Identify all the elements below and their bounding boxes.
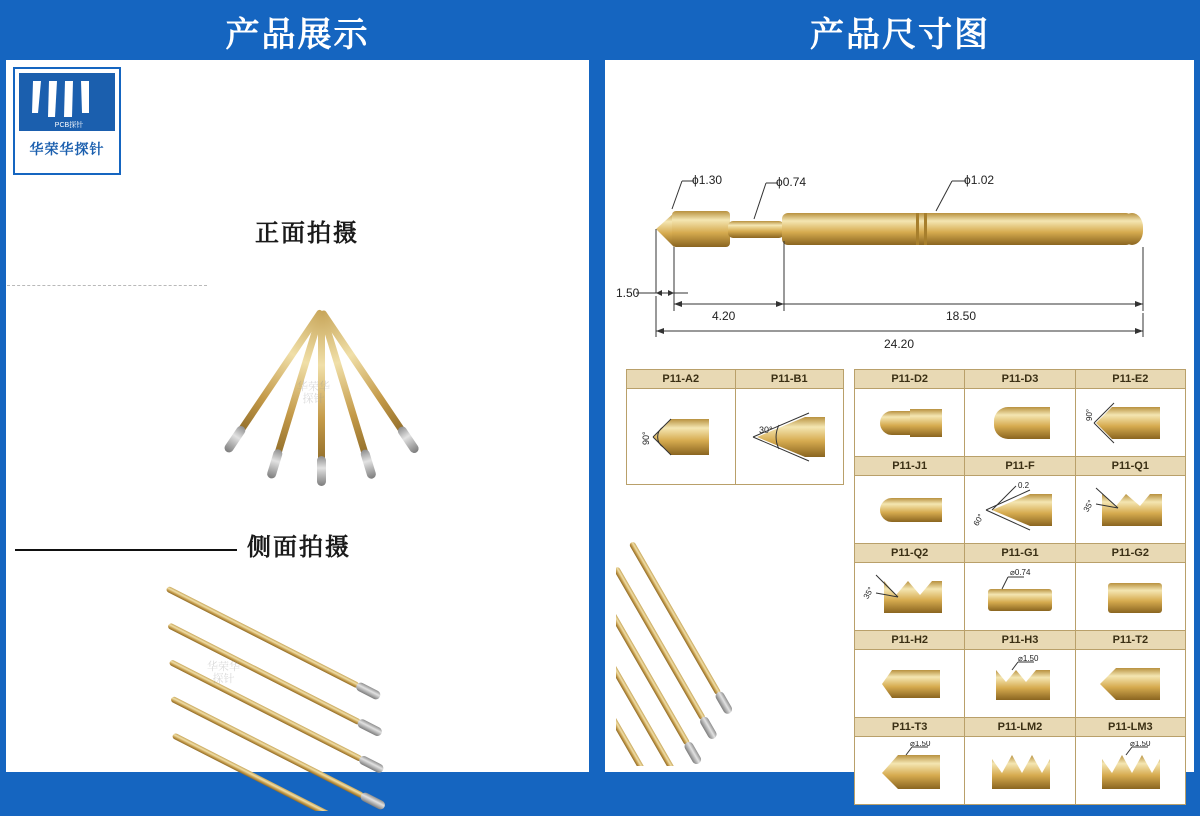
page-title-right: 产品尺寸图 <box>810 15 990 54</box>
table-row <box>855 718 1186 737</box>
logo-mark-icon <box>19 73 115 131</box>
dim-length-tip: 1.50 <box>616 286 640 300</box>
svg-text:PCB探针: PCB探针 <box>54 122 84 129</box>
dim-diameter-3: ϕ1.02 <box>964 173 995 187</box>
tip-name-t3: P11-T3 <box>855 718 965 737</box>
tip-type-table-left <box>626 369 844 485</box>
tip-figure-a2 <box>627 389 736 485</box>
tip-figure-t3 <box>855 737 965 805</box>
tip-figure-d2 <box>855 389 965 457</box>
caption-side-view: 侧面拍摄 <box>247 534 351 561</box>
table-row <box>627 389 844 485</box>
tip-name-h2: P11-H2 <box>855 631 965 650</box>
tip-name-q1: P11-Q1 <box>1075 457 1185 476</box>
tip-figure-e2 <box>1075 389 1185 457</box>
tip-figure-d3 <box>965 389 1075 457</box>
tip-dim-h3: ⌀1.50 <box>1017 653 1039 663</box>
table-row <box>855 631 1186 650</box>
table-row <box>855 370 1186 389</box>
tip-figure-lm3 <box>1075 737 1185 805</box>
tip-name-d3: P11-D3 <box>965 370 1075 389</box>
divider-dashed <box>7 285 207 286</box>
tip-name-f: P11-F <box>965 457 1075 476</box>
main-dimension-drawing <box>616 141 1186 361</box>
tip-name-h3: P11-H3 <box>965 631 1075 650</box>
dim-diameter-1: ϕ1.30 <box>692 173 723 187</box>
svg-text:60°: 60° <box>971 511 986 527</box>
tip-name-lm2: P11-LM2 <box>965 718 1075 737</box>
tip-dim-lm3: ⌀1.50 <box>1130 740 1151 748</box>
tip-figure-q2 <box>855 563 965 631</box>
page-title-left: 产品展示 <box>225 15 370 54</box>
probe-photo-front <box>157 301 487 501</box>
brand-name: 华荣华探针 <box>29 141 105 157</box>
tip-figure-g1 <box>965 563 1075 631</box>
table-row <box>855 737 1186 805</box>
tip-name-g1: P11-G1 <box>965 544 1075 563</box>
tip-name-t2: P11-T2 <box>1075 631 1185 650</box>
tip-name-a2: P11-A2 <box>627 370 736 389</box>
svg-text:90°: 90° <box>640 430 651 445</box>
tip-name-d2: P11-D2 <box>855 370 965 389</box>
dim-length-body: 18.50 <box>946 309 977 323</box>
tip-figure-g2 <box>1075 563 1185 631</box>
tip-type-table <box>854 369 1186 805</box>
dim-length-total: 24.20 <box>884 337 915 351</box>
tip-figure-q1 <box>1075 476 1185 544</box>
tip-name-g2: P11-G2 <box>1075 544 1185 563</box>
tip-figure-f <box>965 476 1075 544</box>
tip-dim-t3: ⌀1.50 <box>909 740 931 748</box>
dim-length-head: 4.20 <box>712 309 736 323</box>
tip-name-j1: P11-J1 <box>855 457 965 476</box>
table-row <box>855 650 1186 718</box>
tip-name-q2: P11-Q2 <box>855 544 965 563</box>
dim-diameter-2: ϕ0.74 <box>776 175 807 189</box>
svg-text:0.2: 0.2 <box>1017 480 1030 490</box>
tip-dim-g1: ⌀0.74 <box>1009 567 1031 577</box>
svg-text:35°: 35° <box>1082 497 1096 513</box>
probe-photo-right-side <box>616 526 846 766</box>
tip-figure-lm2 <box>965 737 1075 805</box>
table-row <box>855 544 1186 563</box>
caption-front-view: 正面拍摄 <box>255 220 359 247</box>
product-photo-panel <box>6 60 589 772</box>
tip-figure-h3 <box>965 650 1075 718</box>
tip-name-e2: P11-E2 <box>1075 370 1185 389</box>
probe-photo-side <box>137 581 467 811</box>
tip-name-b1: P11-B1 <box>735 370 844 389</box>
table-row <box>627 370 844 389</box>
table-row <box>855 389 1186 457</box>
svg-text:35°: 35° <box>861 584 876 600</box>
svg-text:30°: 30° <box>759 424 773 435</box>
tip-figure-h2 <box>855 650 965 718</box>
brand-logo <box>13 67 121 175</box>
tip-figure-b1 <box>735 389 844 485</box>
tip-figure-j1 <box>855 476 965 544</box>
watermark: 华荣华 探针 <box>207 661 240 686</box>
tip-figure-t2 <box>1075 650 1185 718</box>
divider-solid <box>15 549 237 551</box>
tip-angle-e2: 90° <box>1085 408 1095 421</box>
tip-name-lm3: P11-LM3 <box>1075 718 1185 737</box>
table-row <box>855 457 1186 476</box>
table-row <box>855 563 1186 631</box>
watermark: 华荣华 探针 <box>297 381 330 406</box>
table-row <box>855 476 1186 544</box>
dimension-drawing-panel <box>605 60 1194 772</box>
